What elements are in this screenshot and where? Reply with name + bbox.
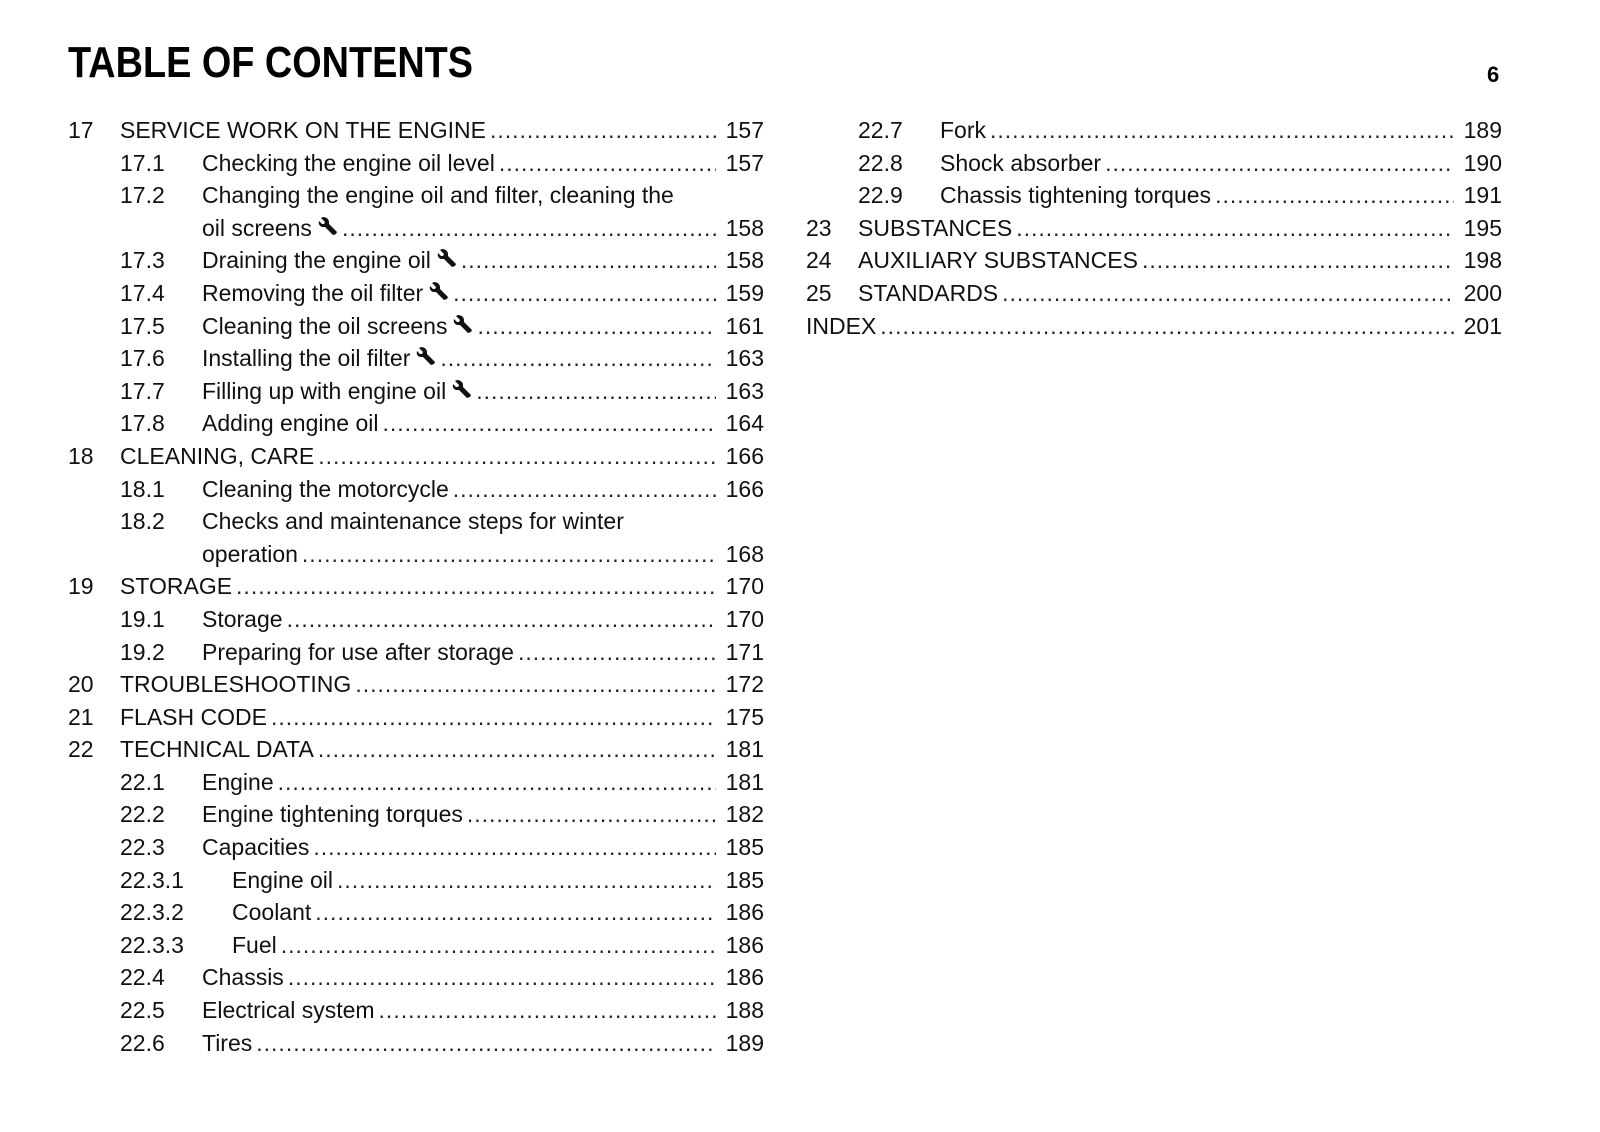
page-ref: 185: [725, 834, 764, 861]
section-title: Changing the engine oil and filter, cleaning the: [202, 182, 674, 209]
section-title: INDEX: [806, 312, 877, 339]
section-title: TROUBLESHOOTING: [120, 671, 352, 698]
section-number: 22.4: [120, 964, 165, 991]
section-number: 20: [68, 671, 94, 698]
section-number: 22.5: [120, 997, 165, 1024]
dot-leader: [1142, 244, 1454, 277]
section-number: 19.1: [120, 605, 165, 632]
page-ref: 157: [725, 149, 764, 176]
section-number: 22.2: [120, 801, 165, 828]
page-ref: 168: [725, 540, 764, 567]
page-ref: 170: [725, 573, 764, 600]
section-title: CLEANING, CARE: [120, 442, 315, 469]
wrench-icon: [452, 375, 472, 395]
dot-leader: [342, 212, 716, 245]
dot-leader: [453, 473, 716, 506]
page-ref: 161: [725, 312, 764, 339]
section-number: 22.3.3: [120, 931, 184, 958]
dot-leader: [490, 114, 716, 147]
dot-leader: [461, 244, 716, 277]
page-ref: 189: [725, 1029, 764, 1056]
toc-entry[interactable]: [68, 473, 764, 506]
dot-leader: [990, 114, 1454, 147]
page-ref: 182: [725, 801, 764, 828]
toc-entry[interactable]: [68, 505, 764, 570]
section-number: 17.8: [120, 410, 165, 437]
page-title: TABLE OF CONTENTS: [68, 38, 474, 87]
toc-entry[interactable]: [68, 310, 764, 343]
page-ref: 166: [725, 442, 764, 469]
dot-leader: [318, 733, 716, 766]
dot-leader: [318, 440, 716, 473]
toc-entry[interactable]: [68, 570, 764, 603]
dot-leader: [440, 342, 716, 375]
toc-left-column: [68, 114, 764, 1059]
section-title: Engine tightening torques: [202, 801, 463, 828]
wrench-icon: [437, 244, 457, 264]
section-title: Capacities: [202, 834, 310, 861]
page-ref: 200: [1463, 279, 1502, 306]
section-number: 17.4: [120, 279, 165, 306]
page-ref: 189: [1463, 117, 1502, 143]
toc-entry[interactable]: [68, 701, 764, 734]
section-number: 22.9: [858, 182, 903, 209]
toc-entry[interactable]: [68, 179, 764, 244]
wrench-icon: [453, 310, 473, 330]
toc-entry[interactable]: [68, 831, 764, 864]
toc-right-column: [806, 114, 1502, 342]
section-number: 17.1: [120, 149, 165, 176]
section-number: 22: [68, 736, 94, 763]
dot-leader: [256, 1027, 716, 1060]
section-title: FLASH CODE: [120, 703, 267, 730]
page-number: 6: [1487, 62, 1500, 87]
toc-entry[interactable]: [68, 896, 764, 929]
section-title: Shock absorber: [940, 149, 1102, 176]
toc-entry[interactable]: [68, 798, 764, 831]
page-ref: 191: [1463, 182, 1502, 209]
page-ref: 171: [725, 638, 764, 665]
page-ref: 158: [725, 247, 764, 274]
section-number: 22.3.1: [120, 866, 184, 893]
section-number: 24: [806, 247, 832, 274]
section-title: Filling up with engine oil: [202, 377, 447, 404]
dot-leader: [453, 277, 716, 310]
section-title: Draining the engine oil: [202, 247, 431, 274]
dot-leader: [271, 701, 716, 734]
section-title-continued: oil screens: [202, 214, 312, 241]
dot-leader: [1105, 147, 1454, 180]
section-number: 17.7: [120, 377, 165, 404]
toc-entry[interactable]: [68, 114, 764, 147]
section-number: 17.5: [120, 312, 165, 339]
toc-entry[interactable]: [68, 1027, 764, 1060]
toc-entry[interactable]: [68, 147, 764, 180]
section-title: Preparing for use after storage: [202, 638, 514, 665]
toc-entry[interactable]: [806, 179, 1502, 212]
section-number: 25: [806, 279, 832, 306]
section-number: 18.2: [120, 508, 165, 535]
section-number: 19.2: [120, 638, 165, 665]
page-ref: 164: [725, 410, 764, 437]
toc-entry[interactable]: [806, 310, 1502, 343]
section-title: Adding engine oil: [202, 410, 379, 437]
section-title: Checking the engine oil level: [202, 149, 495, 176]
section-number: 22.8: [858, 149, 903, 176]
section-number: 18.1: [120, 475, 165, 502]
section-number: 22.7: [858, 117, 903, 143]
section-number: 22.6: [120, 1029, 165, 1056]
dot-leader: [476, 375, 716, 408]
wrench-icon: [429, 277, 449, 297]
page-ref: 201: [1463, 312, 1502, 339]
toc-entry[interactable]: [68, 994, 764, 1027]
dot-leader: [518, 636, 716, 669]
toc-entry[interactable]: [806, 147, 1502, 180]
page-ref: 172: [725, 671, 764, 698]
page-ref: 185: [725, 866, 764, 893]
dot-leader: [315, 896, 716, 929]
dot-leader: [382, 407, 716, 440]
toc-entry[interactable]: [68, 603, 764, 636]
toc-entry[interactable]: [68, 766, 764, 799]
page-ref: 181: [725, 736, 764, 763]
dot-leader: [1002, 277, 1454, 310]
section-number: 23: [806, 214, 832, 241]
section-number: 19: [68, 573, 94, 600]
toc-entry[interactable]: [68, 864, 764, 897]
toc-entry[interactable]: [806, 277, 1502, 310]
section-title: STORAGE: [120, 573, 233, 600]
toc-entry[interactable]: [806, 114, 1502, 147]
toc-entry[interactable]: [68, 636, 764, 669]
dot-leader: [337, 864, 716, 897]
toc-entry[interactable]: [68, 407, 764, 440]
page-ref: 188: [725, 997, 764, 1024]
section-title: Electrical system: [202, 997, 375, 1024]
toc-entry[interactable]: [68, 668, 764, 701]
section-title: Chassis tightening torques: [940, 182, 1212, 209]
dot-leader: [313, 831, 716, 864]
page-ref: 181: [725, 768, 764, 795]
dot-leader: [1215, 179, 1454, 212]
toc-entry[interactable]: [806, 244, 1502, 277]
dot-leader: [477, 310, 716, 343]
page-ref: 195: [1463, 214, 1502, 241]
toc-entry[interactable]: [68, 375, 764, 408]
page-ref: 186: [725, 899, 764, 926]
section-title: Chassis: [202, 964, 284, 991]
section-title: Removing the oil filter: [202, 279, 424, 306]
toc-entry[interactable]: [68, 277, 764, 310]
section-title: Storage: [202, 605, 283, 632]
dot-leader: [379, 994, 716, 1027]
toc-entry[interactable]: [68, 733, 764, 766]
dot-leader: [287, 603, 716, 636]
section-title: Fork: [940, 117, 986, 143]
section-title: SUBSTANCES: [858, 214, 1013, 241]
page-ref: 186: [725, 931, 764, 958]
dot-leader: [499, 147, 716, 180]
section-title: Checks and maintenance steps for winter: [202, 508, 624, 535]
page-ref: 186: [725, 964, 764, 991]
toc-entry[interactable]: [806, 212, 1502, 245]
wrench-icon: [416, 342, 436, 362]
section-title: Tires: [202, 1029, 253, 1056]
section-number: 17.6: [120, 345, 165, 372]
page-ref: 157: [725, 117, 764, 143]
section-number: 18: [68, 442, 94, 469]
section-title: Cleaning the oil screens: [202, 312, 448, 339]
toc-entry[interactable]: [68, 244, 764, 277]
dot-leader: [880, 310, 1454, 343]
section-number: 22.3.2: [120, 899, 184, 926]
dot-leader: [278, 766, 716, 799]
section-number: 21: [68, 703, 94, 730]
dot-leader: [236, 570, 716, 603]
section-title: AUXILIARY SUBSTANCES: [858, 247, 1138, 274]
toc-entry[interactable]: [68, 342, 764, 375]
page-ref: 163: [725, 377, 764, 404]
page-ref: 175: [725, 703, 764, 730]
section-number: 17.3: [120, 247, 165, 274]
wrench-icon: [318, 212, 338, 232]
section-title: SERVICE WORK ON THE ENGINE: [120, 117, 486, 143]
section-number: 17.2: [120, 182, 165, 209]
dot-leader: [281, 929, 716, 962]
section-title: Cleaning the motorcycle: [202, 475, 449, 502]
toc-entry[interactable]: [68, 440, 764, 473]
dot-leader: [288, 961, 716, 994]
dot-leader: [355, 668, 716, 701]
toc-entry[interactable]: [68, 961, 764, 994]
section-title: Engine: [202, 768, 274, 795]
page-ref: 198: [1463, 247, 1502, 274]
section-number: 17: [68, 117, 94, 143]
page-ref: 190: [1463, 149, 1502, 176]
section-title: Installing the oil filter: [202, 345, 411, 372]
section-title: STANDARDS: [858, 279, 999, 306]
section-title: Coolant: [232, 899, 312, 926]
dot-leader: [302, 538, 716, 571]
section-title: TECHNICAL DATA: [120, 736, 314, 763]
section-title: Fuel: [232, 931, 277, 958]
toc-entry[interactable]: [68, 929, 764, 962]
page-ref: 170: [725, 605, 764, 632]
page-ref: 158: [725, 214, 764, 241]
section-number: 22.1: [120, 768, 165, 795]
dot-leader: [467, 798, 716, 831]
dot-leader: [1016, 212, 1454, 245]
section-title: Engine oil: [232, 866, 334, 893]
page-ref: 159: [725, 279, 764, 306]
section-number: 22.3: [120, 834, 165, 861]
page-ref: 166: [725, 475, 764, 502]
page-ref: 163: [725, 345, 764, 372]
section-title-continued: operation: [202, 540, 298, 567]
